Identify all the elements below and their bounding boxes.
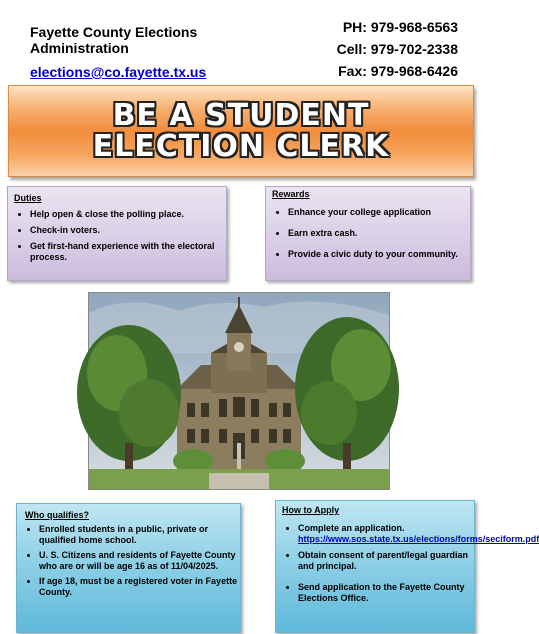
- rewards-list: [266, 207, 470, 260]
- list-item: • Provide a civic duty to your community.: [288, 249, 470, 260]
- list-item: • Obtain consent of parent/legal guardian and principal.: [298, 550, 474, 572]
- list-item: [298, 523, 539, 545]
- who-qualifies-list: [17, 524, 240, 598]
- who-qualifies-heading: Who qualifies?: [25, 510, 89, 520]
- rewards-box: [265, 186, 471, 281]
- list-item: • Enhance your college application: [288, 207, 470, 218]
- courthouse-illustration: [89, 293, 389, 489]
- list-item: • Check-in voters.: [30, 225, 226, 236]
- banner-title-line-1: BE A STUDENT: [112, 98, 370, 133]
- cell-number: Cell: 979-702-2338: [336, 41, 458, 57]
- rewards-heading: Rewards: [272, 189, 310, 199]
- application-form-link[interactable]: https://www.sos.state.tx.us/elections/forms/seciform.pdf: [298, 534, 539, 544]
- duties-box: [7, 186, 227, 281]
- who-qualifies-box: [16, 503, 241, 633]
- duties-heading: Duties: [14, 193, 42, 203]
- email-link[interactable]: elections@co.fayette.tx.us: [30, 64, 207, 80]
- how-to-apply-list: [276, 523, 539, 604]
- list-item: • Get first-hand experience with the electoral process.: [30, 241, 226, 263]
- phone-number: PH: 979-968-6563: [342, 19, 458, 35]
- courthouse-photo: [88, 292, 390, 490]
- duties-list: [8, 209, 226, 263]
- list-item: • If age 18, must be a registered voter in Fayette County.: [39, 576, 240, 598]
- list-item: • U. S. Citizens and residents of Fayette County who are or will be age 16 as of 11/04/2025.: [39, 550, 240, 572]
- title-banner: [8, 85, 474, 177]
- list-item: • Earn extra cash.: [288, 228, 470, 239]
- how-to-apply-box: [275, 500, 539, 633]
- list-item: • Send application to the Fayette County Elections Office.: [298, 582, 474, 604]
- apply-step-1: Complete an application.: [298, 523, 405, 533]
- fax-number: Fax: 979-968-6426: [338, 63, 458, 79]
- how-to-apply-heading: How to Apply: [282, 505, 340, 515]
- banner-title-line-2: ELECTION CLERK: [92, 129, 390, 164]
- list-item: • Help open & close the polling place.: [30, 209, 226, 220]
- organization-name: Fayette County Elections Administration: [30, 24, 198, 56]
- list-item: • Enrolled students in a public, private or qualified home school.: [39, 524, 240, 546]
